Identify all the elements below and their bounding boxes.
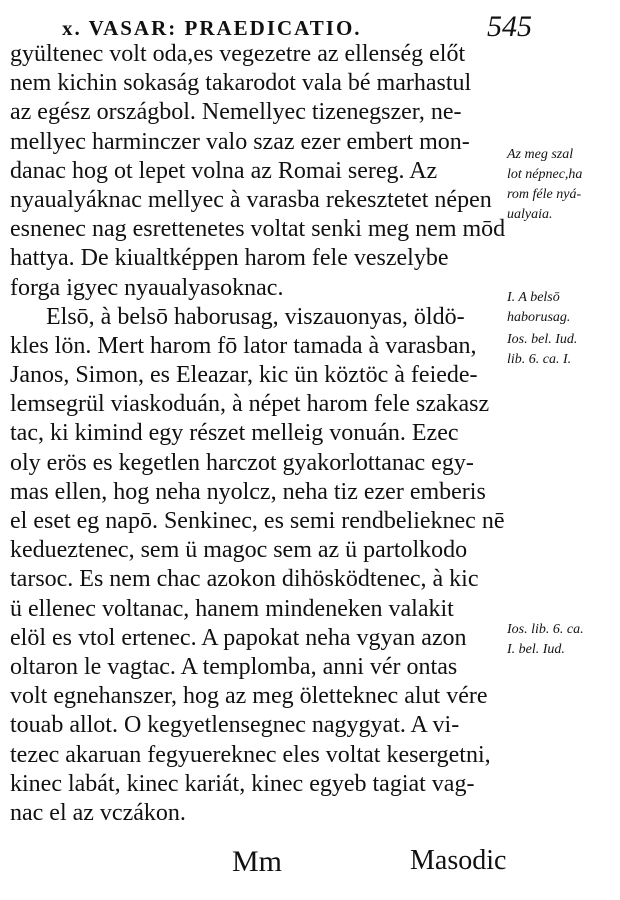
- text-line: ü ellenec voltanac, hanem mindeneken valakit: [10, 595, 454, 622]
- signature-mark: Mm: [232, 845, 283, 878]
- text-line: mellyec harminczer valo szaz ezer embert mon-: [10, 128, 470, 155]
- text-line: nyaualyáknac mellyec à varasba rekesztetet népen: [10, 186, 492, 213]
- margin-note-line: Ios. lib. 6. ca.: [507, 622, 584, 637]
- text-line: tac, ki kimind egy részet melleig vonuán. Ezec: [10, 420, 459, 447]
- margin-note-line: haborusag.: [507, 310, 571, 325]
- text-line: gyültenec volt oda,es vegezetre az ellenség előt: [10, 41, 466, 67]
- text-line: kedueztenec, sem ü magoc sem az ü partolkodo: [10, 537, 468, 564]
- text-line: oltaron le vagtac. A templomba, anni vér ontas: [10, 653, 458, 680]
- text-line: lemsegrül viaskoduán, à népet harom fele szakasz: [10, 391, 490, 418]
- text-line: Elsō, à belsō haborusag, viszauonyas, öldö-: [46, 303, 465, 330]
- text-line: danac hog ot lepet volna az Romai sereg. Az: [10, 157, 438, 184]
- text-line: tezec akaruan fegyuereknec eles voltat kesergetni,: [10, 741, 491, 768]
- page-footer: [0, 845, 620, 885]
- margin-note-line: lot népnec,ha: [507, 167, 583, 182]
- margin-note-line: I. A belsō: [507, 290, 560, 305]
- text-line: az egész országbol. Nemellyec tizenegszer, ne-: [10, 99, 462, 126]
- page-number: 545: [487, 10, 532, 43]
- margin-note: [507, 330, 577, 370]
- running-head: x. VASAR: PRAEDICATIO.: [62, 16, 362, 40]
- text-line: kinec labát, kinec kariát, kinec egyeb tagiat vag-: [10, 770, 475, 797]
- text-line: tarsoc. Es nem chac azokon dihösködtenec, à kic: [10, 566, 479, 593]
- text-line: elöl es vtol ertenec. A papokat neha vgyan azon: [10, 624, 467, 651]
- margin-note-line: lib. 6. ca. I.: [507, 352, 572, 367]
- margin-note-line: ualyaia.: [507, 207, 553, 222]
- text-line: Janos, Simon, es Eleazar, kic ün köztöc à feiede-: [10, 362, 478, 389]
- text-line: volt egnehanszer, hog az meg öletteknec alut vére: [10, 683, 488, 710]
- margin-note: [507, 620, 584, 660]
- text-line: kles lön. Mert harom fō lator tamada à varasban,: [10, 332, 477, 359]
- text-line: oly erös es kegetlen harczot gyakorlottanac egy-: [10, 449, 474, 476]
- catchword: Masodic: [410, 845, 507, 876]
- text-line: forga igyec nyaualyasoknac.: [10, 274, 284, 301]
- text-line: esnenec nag esrettenetes voltat senki meg nem mōd: [10, 216, 506, 243]
- margin-note: [507, 288, 570, 328]
- margin-note-line: rom féle nyá-: [507, 187, 582, 202]
- text-line: touab allot. O kegyetlensegnec nagygyat. A vi-: [10, 712, 460, 739]
- margin-note-line: Az meg szal: [507, 147, 574, 162]
- margin-note-line: Ios. bel. Iud.: [507, 332, 578, 347]
- text-line: nac el az vczákon.: [10, 799, 186, 826]
- margin-note: [507, 145, 582, 225]
- text-line: nem kichin sokaság takarodot vala bé marhastul: [10, 70, 472, 97]
- text-line: el eset eg napō. Senkinec, es semi rendbelieknec nē: [10, 508, 505, 534]
- margin-note-line: I. bel. Iud.: [507, 642, 565, 657]
- text-line: mas ellen, hog neha nyolcz, neha tiz ezer emberis: [10, 478, 486, 505]
- text-line: hattya. De kiualtképpen harom fele veszelybe: [10, 245, 449, 272]
- main-text-column: [10, 40, 515, 828]
